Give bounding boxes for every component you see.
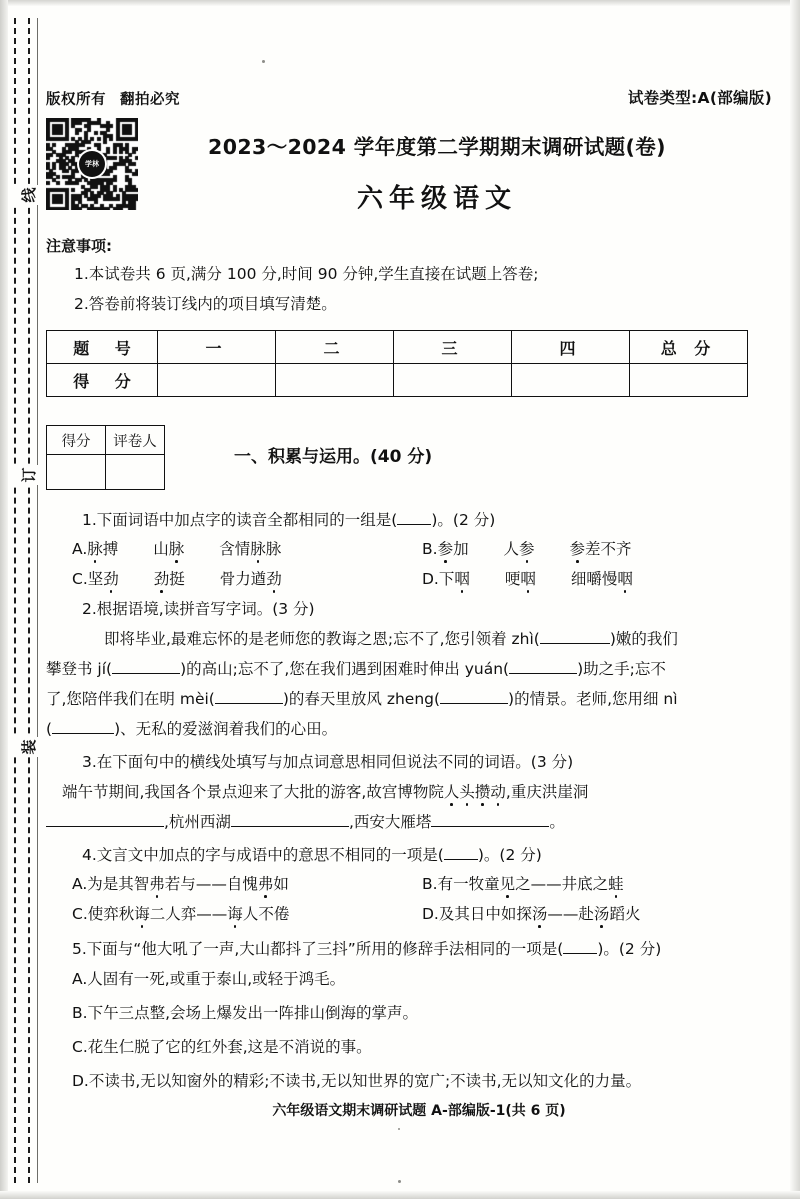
emphasis-dot-char: 脉	[250, 540, 266, 558]
score-cell-total[interactable]	[630, 364, 748, 397]
score-cell-4[interactable]	[512, 364, 630, 397]
option-text: 使弈秋	[87, 905, 135, 923]
subject-title: 六年级语文	[356, 184, 517, 214]
question-2-text: (	[46, 720, 53, 738]
option-text: 下	[438, 570, 455, 588]
scan-edge-right	[790, 0, 800, 1199]
question-3-text: ,杭州西湖	[164, 813, 231, 831]
option-text: 有一牧童	[437, 875, 500, 893]
question-2-body-line-1	[104, 627, 678, 649]
option-label: A.	[72, 970, 88, 988]
option-text: 挺	[169, 570, 185, 588]
option-label: C.	[72, 905, 88, 923]
binding-char-ding: 订	[12, 465, 46, 485]
question-5-option-d[interactable]	[72, 1069, 641, 1091]
emphasis-dot-char: 劲	[266, 570, 282, 588]
option-text: 细嚼慢	[570, 570, 618, 588]
question-2-text: 了,您陪伴我们在明 mèi(	[46, 690, 215, 708]
option-text: 自愧	[226, 875, 258, 893]
question-3-text: 端午节期间,我国各个景点迎来了大批的游客,故宫博物院	[62, 783, 444, 801]
option-text: 下午三点整,会场上爆发出一阵排山倒海的掌声。	[87, 1004, 418, 1022]
question-2-body-line-2	[46, 657, 666, 679]
grader-name-label: 评卷人	[106, 426, 165, 455]
copyright-right: 翻拍必究	[120, 92, 180, 108]
option-text: 井底之	[561, 875, 609, 893]
option-text: 人固有一死,或重于泰山,或轻于鸿毛。	[87, 970, 346, 988]
option-dash: ——	[530, 875, 562, 893]
answer-blank[interactable]	[509, 658, 577, 674]
emphasis-dot-char: 蛙	[608, 875, 624, 893]
emphasis-dot-char: 诲	[134, 905, 150, 923]
option-label: B.	[422, 540, 438, 558]
question-3-body-line-1	[62, 780, 588, 802]
qr-brand-badge: 学林	[79, 151, 105, 177]
score-summary-table	[46, 330, 748, 397]
emphasis-dot-char: 汤	[531, 905, 548, 923]
option-text: 赴	[578, 905, 594, 923]
question-2-body-line-4	[46, 717, 337, 739]
question-1-stem-tail: )。(2 分)	[431, 511, 496, 529]
question-4-option-a[interactable]	[72, 872, 289, 894]
notice-item-1: 1.本试卷共 6 页,满分 100 分,时间 90 分钟,学生直接在试题上答卷;	[74, 265, 539, 283]
option-label: C.	[72, 570, 88, 588]
emphasis-dot-char: 头	[459, 783, 475, 801]
score-table-col-4: 四	[512, 331, 630, 364]
question-2-body-line-3	[46, 687, 678, 709]
question-2-text: )的情景。老师,您用细 nì	[508, 690, 678, 708]
question-1-stem	[82, 508, 495, 530]
scan-edge-left	[0, 0, 8, 1199]
question-2-text: )嫩的我们	[609, 630, 678, 648]
score-cell-2[interactable]	[276, 364, 394, 397]
answer-blank[interactable]	[112, 658, 180, 674]
option-label: B.	[422, 875, 438, 893]
option-text: 及其日中如探	[438, 905, 532, 923]
option-label: D.	[422, 905, 439, 923]
question-2-text: )的高山;忘不了,您在我们遇到困难时伸出 yuán(	[180, 660, 510, 678]
option-text: 蹈火	[609, 905, 641, 923]
emphasis-dot-char: 弗	[149, 875, 165, 893]
answer-blank[interactable]	[440, 688, 508, 704]
grader-score-cell[interactable]	[47, 455, 106, 490]
option-text: 人不倦	[242, 905, 290, 923]
answer-blank[interactable]	[563, 938, 597, 954]
answer-blank[interactable]	[540, 628, 610, 644]
paper-type-label: 试卷类型:A(部编版)	[627, 89, 772, 107]
emphasis-dot-char: 诲	[227, 905, 243, 923]
table-row	[47, 331, 748, 364]
question-5-stem-tail: )。(2 分)	[597, 940, 662, 958]
emphasis-dot-char: 咽	[454, 570, 470, 588]
question-1-option-b[interactable]	[422, 537, 632, 559]
table-row	[47, 426, 165, 455]
option-text: 哽	[504, 570, 521, 588]
answer-blank[interactable]	[46, 811, 164, 827]
option-text: 花生仁脱了它的红外套,这是不消说的事。	[87, 1038, 372, 1056]
question-3-text: 。	[549, 813, 565, 831]
emphasis-dot-char: 攒	[474, 783, 491, 801]
option-label: D.	[72, 1072, 89, 1090]
page-content	[44, 0, 774, 1199]
binding-line	[10, 18, 40, 1183]
question-5-stem	[72, 937, 661, 959]
option-text: 山	[153, 540, 169, 558]
notice-item-2: 2.答卷前将装订线内的项目填写清楚。	[74, 295, 337, 313]
option-text: 骨力遒	[219, 570, 267, 588]
score-table-col-2: 二	[276, 331, 394, 364]
question-2-text: 即将毕业,最难忘怀的是老师您的教诲之恩;忘不了,您引领着 zhì(	[104, 630, 540, 648]
question-4-stem-text: 4.文言文中加点的字与成语中的意思不相同的一项是(	[82, 846, 444, 864]
emphasis-dot-char: 咽	[617, 570, 633, 588]
question-2-text: )、无私的爱滋润着我们的心田。	[114, 720, 338, 738]
emphasis-dot-char: 参	[437, 540, 454, 558]
emphasis-dot-char: 参	[569, 540, 586, 558]
grader-name-cell[interactable]	[106, 455, 165, 490]
question-1-option-d[interactable]	[422, 567, 633, 589]
option-text: 含情	[219, 540, 251, 558]
question-3-stem: 3.在下面句中的横线处填写与加点词意思相同但说法不同的词语。(3 分)	[82, 753, 574, 771]
option-text: 坚	[87, 570, 104, 588]
score-table-label-number: 题 号	[47, 331, 158, 364]
score-cell-3[interactable]	[394, 364, 512, 397]
question-2-stem: 2.根据语境,读拼音写字词。(3 分)	[82, 600, 315, 618]
score-table-col-total: 总 分	[630, 331, 748, 364]
option-text: 如	[273, 875, 289, 893]
option-text: 搏	[102, 540, 119, 558]
notice-heading: 注意事项:	[46, 237, 112, 255]
emphasis-dot-char: 见	[499, 875, 516, 893]
table-row	[47, 364, 748, 397]
question-1-stem-text: 1.下面词语中加点字的读音全都相同的一组是(	[82, 511, 398, 529]
question-2-text: )助之手;忘不	[577, 660, 666, 678]
emphasis-dot-char: 劲	[153, 570, 170, 588]
emphasis-dot-char: 参	[519, 540, 535, 558]
score-cell-1[interactable]	[158, 364, 276, 397]
copyright-notice	[46, 88, 180, 109]
answer-blank[interactable]	[431, 811, 549, 827]
emphasis-dot-char: 汤	[593, 905, 610, 923]
question-4-option-d[interactable]	[422, 902, 640, 924]
option-text: 之	[515, 875, 531, 893]
question-5-option-a[interactable]	[72, 967, 345, 989]
emphasis-dot-char: 动	[490, 783, 506, 801]
question-2-text: )的春天里放风 zheng(	[282, 690, 441, 708]
answer-blank[interactable]	[215, 688, 283, 704]
option-text: 差不齐	[585, 540, 632, 558]
option-label: A.	[72, 540, 88, 558]
emphasis-dot-char: 脉	[168, 540, 185, 558]
question-3-body-line-2	[46, 810, 565, 832]
question-4-option-b[interactable]	[422, 872, 624, 894]
page-title: 2023～2024 学年度第二学期期末调研试题(卷)	[208, 135, 666, 159]
answer-blank[interactable]	[52, 718, 114, 734]
option-text: 加	[453, 540, 469, 558]
score-table-label-score: 得 分	[47, 364, 158, 397]
option-text: 不读书,无以知窗外的精彩;不读书,无以知世界的宽广;不读书,无以知文化的力量。	[88, 1072, 642, 1090]
option-text: 若与	[164, 875, 196, 893]
emphasis-dot-char: 人	[443, 783, 460, 801]
option-text: 人	[503, 540, 520, 558]
question-5-stem-text: 5.下面与“他大吼了一声,大山都抖了三抖”所用的修辞手法相同的一项是(	[72, 940, 564, 958]
question-1-option-c[interactable]	[72, 567, 282, 589]
answer-blank[interactable]	[231, 811, 349, 827]
copyright-left: 版权所有	[46, 92, 106, 108]
option-text: 二人弈	[149, 905, 197, 923]
option-dash: ——	[196, 905, 228, 923]
question-3-emphasis-phrase	[444, 783, 506, 801]
question-1-option-a[interactable]	[72, 537, 281, 559]
binding-char-zhuang: 装	[12, 737, 46, 757]
question-4-option-c[interactable]	[72, 902, 289, 924]
table-row	[47, 455, 165, 490]
option-dash: ——	[547, 905, 579, 923]
emphasis-dot-char: 劲	[103, 570, 119, 588]
option-text: 脉	[265, 540, 282, 558]
emphasis-dot-char: 弗	[257, 875, 274, 893]
question-4-stem-tail: )。(2 分)	[477, 846, 542, 864]
question-5-option-c[interactable]	[72, 1035, 372, 1057]
question-4-stem	[82, 843, 542, 865]
question-5-option-b[interactable]	[72, 1001, 418, 1023]
question-3-text: ,重庆洪崖洞	[505, 783, 589, 801]
question-2-text: 攀登书 jí(	[46, 660, 113, 678]
emphasis-dot-char: 咽	[520, 570, 536, 588]
score-table-col-3: 三	[394, 331, 512, 364]
section-heading-1: 一、积累与运用。(40 分)	[234, 447, 433, 467]
grader-box	[46, 425, 165, 490]
emphasis-dot-char: 脉	[87, 540, 103, 558]
option-label: C.	[72, 1038, 88, 1056]
option-dash: ——	[195, 875, 227, 893]
option-label: A.	[72, 875, 88, 893]
option-label: D.	[422, 570, 439, 588]
grader-score-label: 得分	[47, 426, 106, 455]
binding-char-xian: 线	[12, 185, 46, 205]
option-text: 为是其智	[87, 875, 150, 893]
answer-blank[interactable]	[444, 844, 478, 860]
score-table-col-1: 一	[158, 331, 276, 364]
option-label: B.	[72, 1004, 88, 1022]
page-footer: 六年级语文期末调研试题 A-部编版-1(共 6 页)	[272, 1103, 566, 1119]
question-3-text: ,西安大雁塔	[348, 813, 432, 831]
answer-blank[interactable]	[397, 509, 431, 525]
